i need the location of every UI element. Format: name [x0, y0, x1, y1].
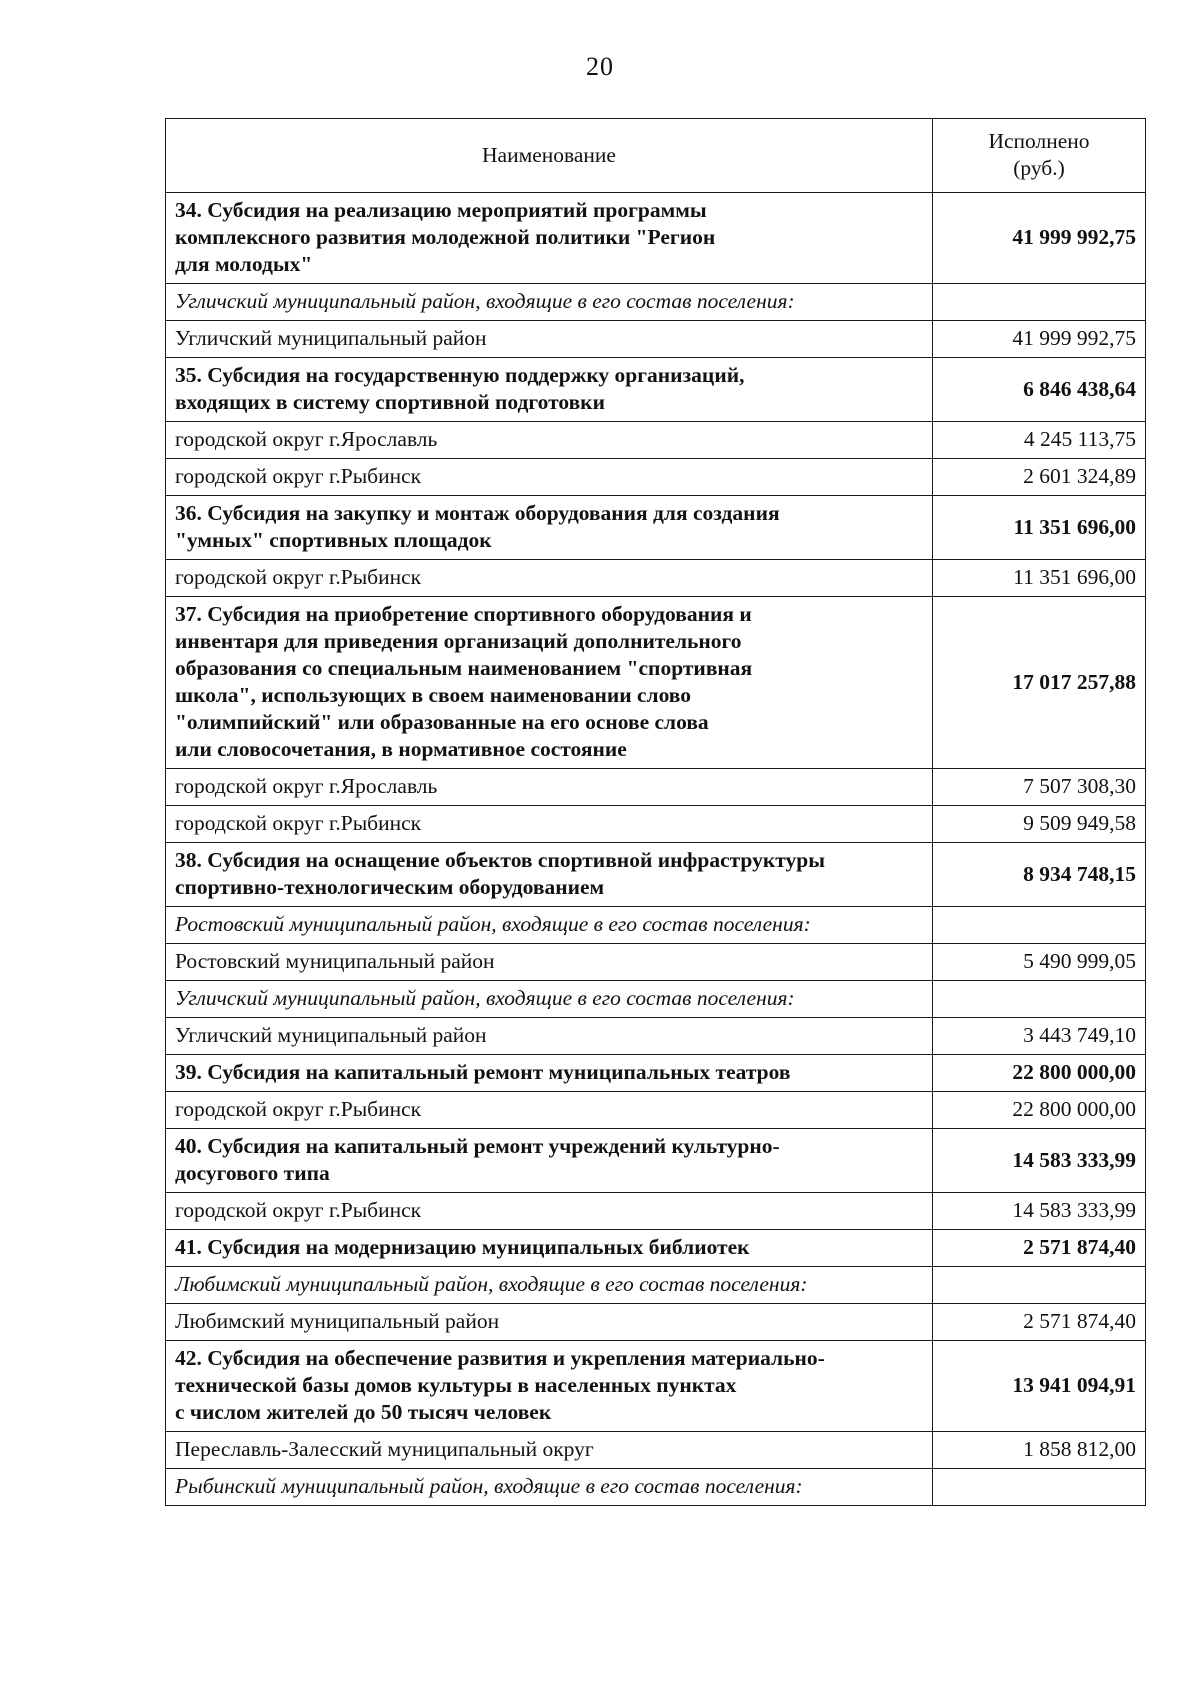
group-header-row — [166, 1469, 1146, 1506]
amount-cell: 2 601 324,89 — [933, 459, 1146, 496]
category-row — [166, 193, 1146, 284]
category-name: 35. Субсидия на государственную поддержку организаций, входящих в систему спортивной подготовки — [166, 358, 933, 422]
header-name: Наименование — [166, 119, 933, 193]
table-row — [166, 560, 1146, 597]
category-amount: 6 846 438,64 — [933, 358, 1146, 422]
amount-cell: 41 999 992,75 — [933, 321, 1146, 358]
table-row — [166, 1193, 1146, 1230]
table-row — [166, 459, 1146, 496]
recipient-name: Переславль-Залесский муниципальный округ — [166, 1432, 933, 1469]
category-row — [166, 597, 1146, 769]
amount-cell — [933, 981, 1146, 1018]
group-name: Угличский муниципальный район, входящие в его состав поселения: — [166, 981, 933, 1018]
recipient-name: городской округ г.Ярославль — [166, 422, 933, 459]
group-header-row — [166, 981, 1146, 1018]
table-row — [166, 944, 1146, 981]
category-name: 42. Субсидия на обеспечение развития и укрепления материально- технической базы домов культуры в населенных пунктах с числом жителей до 50 тысяч человек — [166, 1341, 933, 1432]
category-amount: 8 934 748,15 — [933, 843, 1146, 907]
table-row — [166, 422, 1146, 459]
group-header-row — [166, 907, 1146, 944]
table-row — [166, 321, 1146, 358]
amount-cell: 2 571 874,40 — [933, 1304, 1146, 1341]
category-amount: 11 351 696,00 — [933, 496, 1146, 560]
amount-cell: 1 858 812,00 — [933, 1432, 1146, 1469]
category-row — [166, 1055, 1146, 1092]
recipient-name: Угличский муниципальный район — [166, 1018, 933, 1055]
group-name: Ростовский муниципальный район, входящие в его состав поселения: — [166, 907, 933, 944]
recipient-name: городской округ г.Рыбинск — [166, 1193, 933, 1230]
category-amount: 17 017 257,88 — [933, 597, 1146, 769]
recipient-name: городской округ г.Рыбинск — [166, 1092, 933, 1129]
recipient-name: городской округ г.Рыбинск — [166, 459, 933, 496]
table-row — [166, 1018, 1146, 1055]
group-name: Любимский муниципальный район, входящие в его состав поселения: — [166, 1267, 933, 1304]
group-header-row — [166, 1267, 1146, 1304]
recipient-name: Ростовский муниципальный район — [166, 944, 933, 981]
table-row — [166, 769, 1146, 806]
recipient-name: Угличский муниципальный район — [166, 321, 933, 358]
subsidy-table — [165, 118, 1146, 1506]
category-amount: 14 583 333,99 — [933, 1129, 1146, 1193]
table-row — [166, 1092, 1146, 1129]
group-name: Рыбинский муниципальный район, входящие в его состав поселения: — [166, 1469, 933, 1506]
page-number: 20 — [586, 52, 614, 81]
table-row — [166, 806, 1146, 843]
amount-cell: 3 443 749,10 — [933, 1018, 1146, 1055]
recipient-name: Любимский муниципальный район — [166, 1304, 933, 1341]
amount-cell: 9 509 949,58 — [933, 806, 1146, 843]
table-row — [166, 1432, 1146, 1469]
category-amount: 41 999 992,75 — [933, 193, 1146, 284]
amount-cell: 14 583 333,99 — [933, 1193, 1146, 1230]
category-name: 36. Субсидия на закупку и монтаж оборудования для создания "умных" спортивных площадок — [166, 496, 933, 560]
recipient-name: городской округ г.Рыбинск — [166, 560, 933, 597]
recipient-name: городской округ г.Рыбинск — [166, 806, 933, 843]
amount-cell — [933, 1267, 1146, 1304]
recipient-name: городской округ г.Ярославль — [166, 769, 933, 806]
table-body — [166, 193, 1146, 1506]
table-row — [166, 1304, 1146, 1341]
amount-cell — [933, 907, 1146, 944]
category-name: 37. Субсидия на приобретение спортивного оборудования и инвентаря для приведения организаций дополнительного образования со специальным наименованием "спортивная школа", использующих в своем наименовании слово "олимпийский" или образованные на его основе слова или словосочетания, в нормативное состояние — [166, 597, 933, 769]
group-name: Угличский муниципальный район, входящие в его состав поселения: — [166, 284, 933, 321]
amount-cell: 5 490 999,05 — [933, 944, 1146, 981]
category-name: 34. Субсидия на реализацию мероприятий программы комплексного развития молодежной политики "Регион для молодых" — [166, 193, 933, 284]
header-amount: Исполнено (руб.) — [933, 119, 1146, 193]
amount-cell: 7 507 308,30 — [933, 769, 1146, 806]
category-row — [166, 358, 1146, 422]
amount-cell: 4 245 113,75 — [933, 422, 1146, 459]
category-name: 39. Субсидия на капитальный ремонт муниципальных театров — [166, 1055, 933, 1092]
amount-cell — [933, 1469, 1146, 1506]
category-name: 40. Субсидия на капитальный ремонт учреждений культурно- досугового типа — [166, 1129, 933, 1193]
category-name: 38. Субсидия на оснащение объектов спортивной инфраструктуры спортивно-технологическим оборудованием — [166, 843, 933, 907]
category-row — [166, 1230, 1146, 1267]
category-row — [166, 1341, 1146, 1432]
category-amount: 2 571 874,40 — [933, 1230, 1146, 1267]
category-row — [166, 1129, 1146, 1193]
table-header-row — [166, 119, 1146, 193]
category-amount: 22 800 000,00 — [933, 1055, 1146, 1092]
category-row — [166, 843, 1146, 907]
amount-cell: 22 800 000,00 — [933, 1092, 1146, 1129]
amount-cell — [933, 284, 1146, 321]
amount-cell: 11 351 696,00 — [933, 560, 1146, 597]
category-row — [166, 496, 1146, 560]
group-header-row — [166, 284, 1146, 321]
category-name: 41. Субсидия на модернизацию муниципальных библиотек — [166, 1230, 933, 1267]
category-amount: 13 941 094,91 — [933, 1341, 1146, 1432]
